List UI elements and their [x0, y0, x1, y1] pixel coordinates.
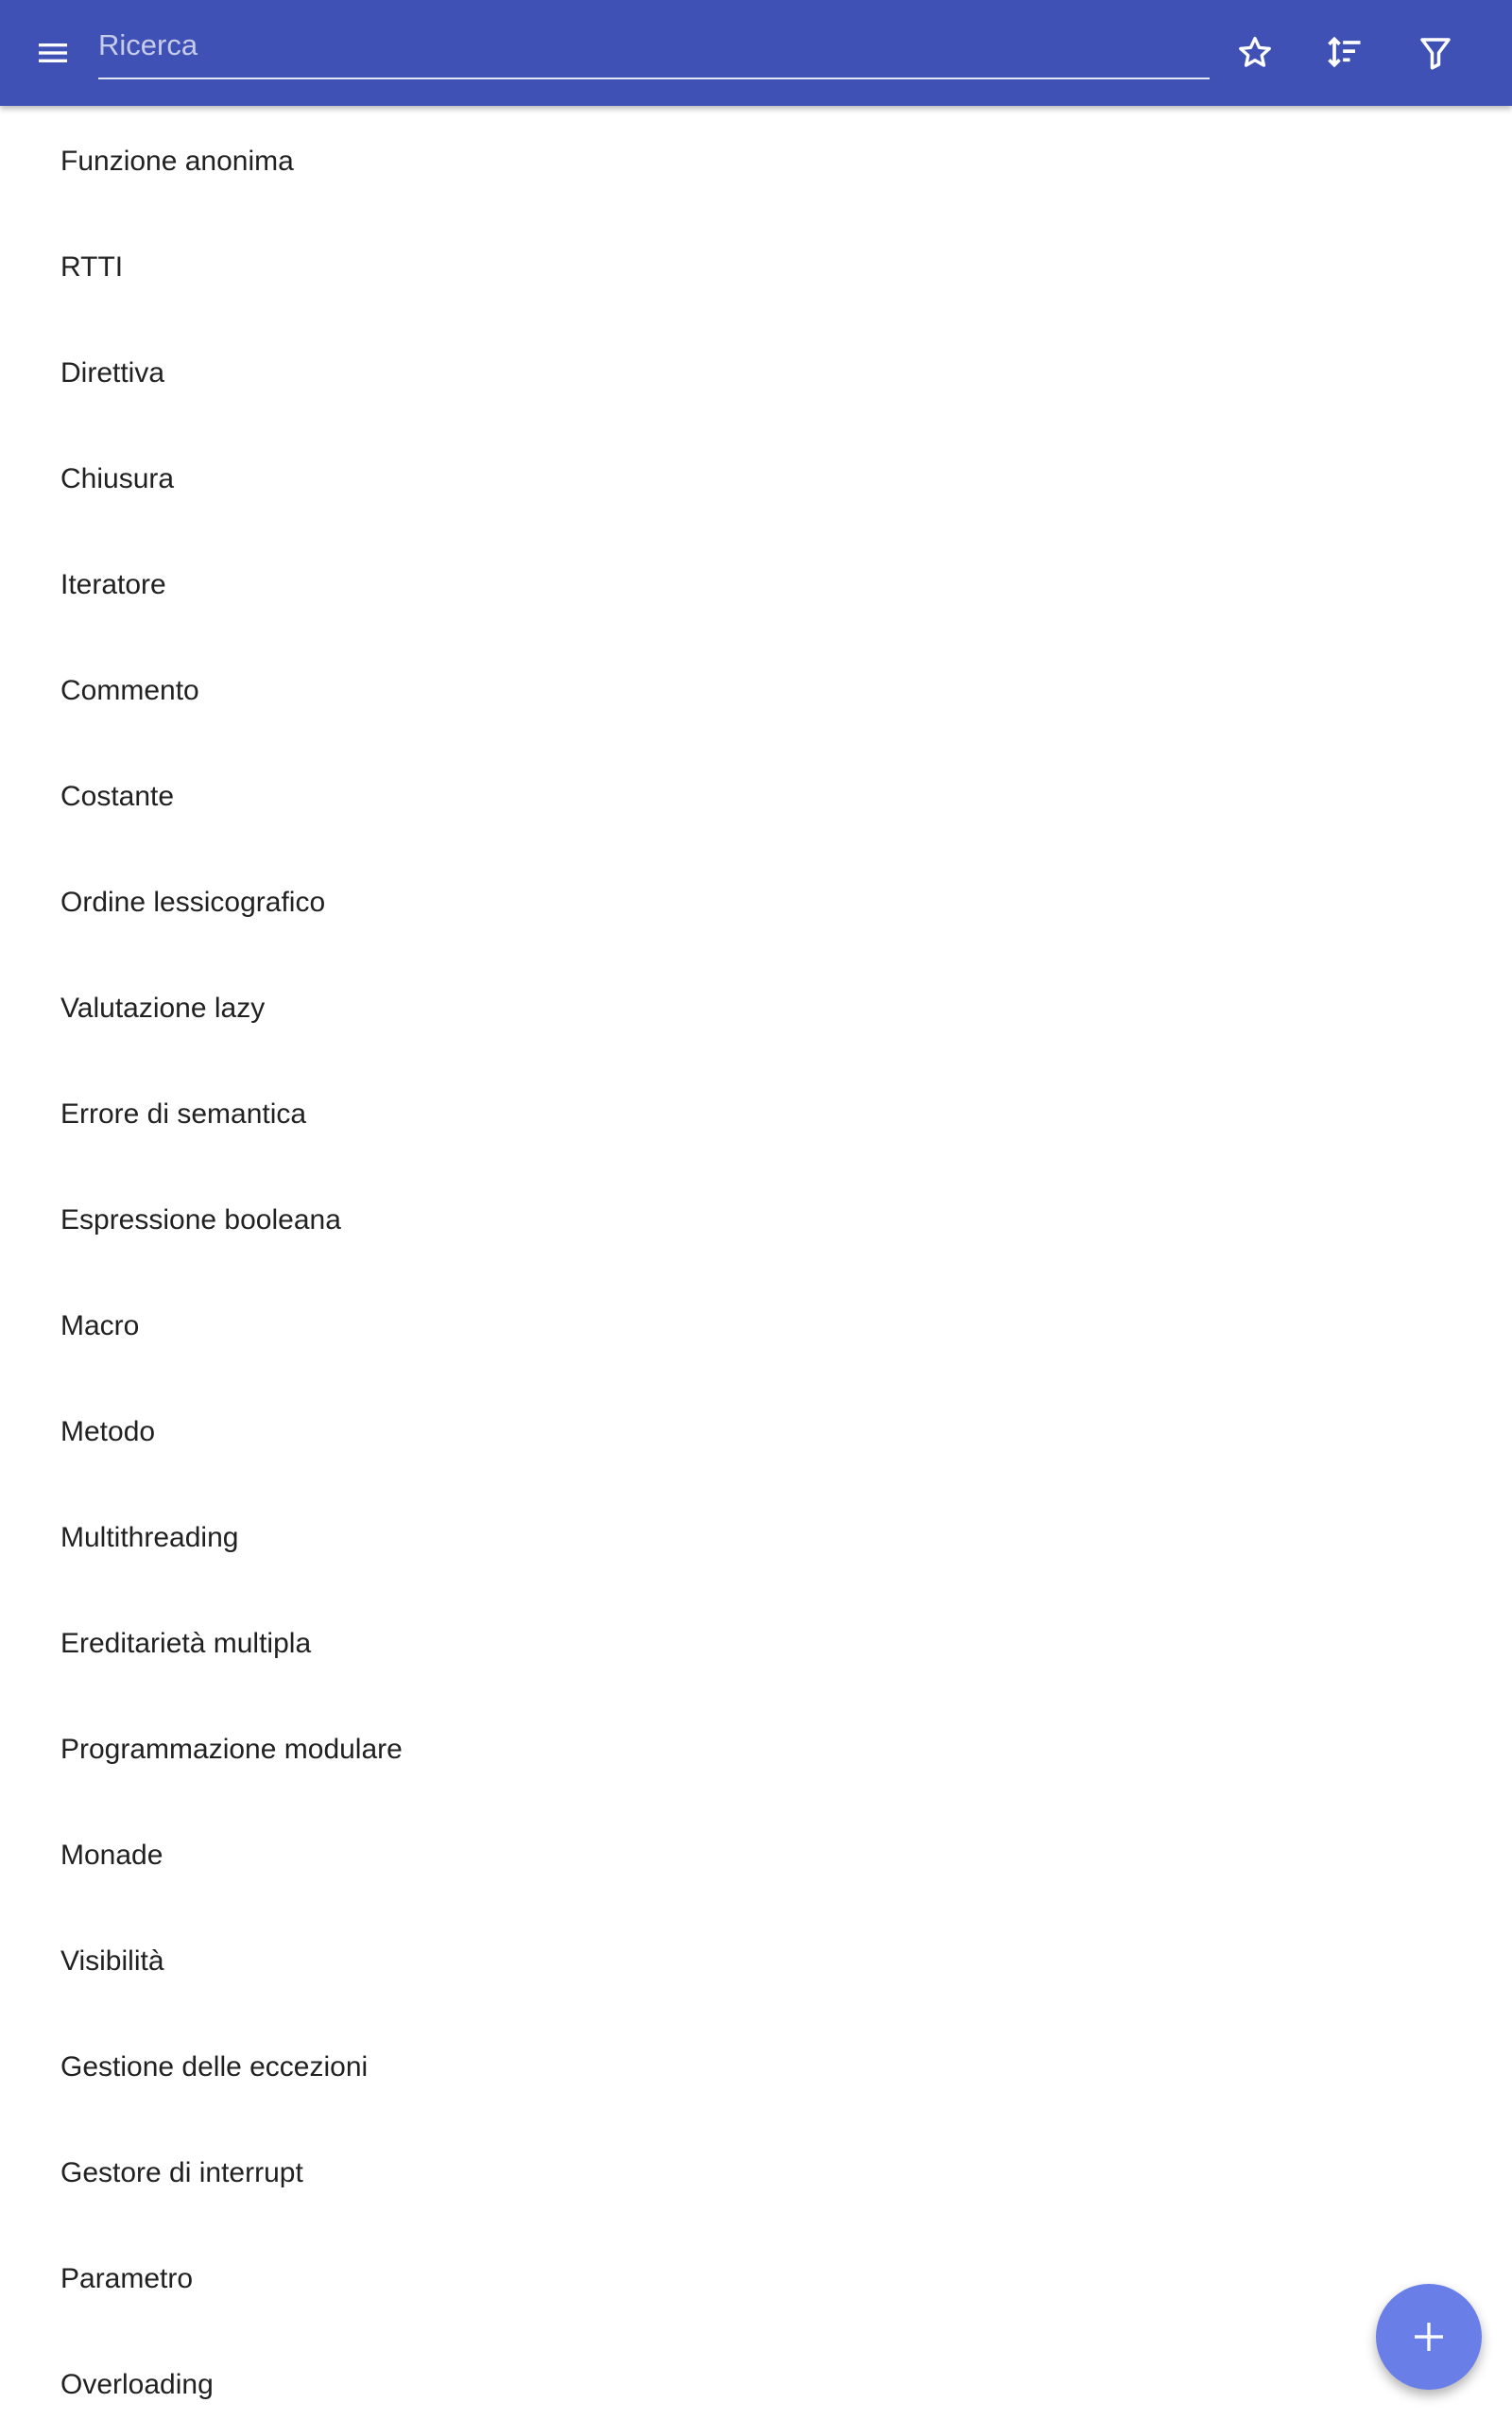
list-item-label: Ereditarietà multipla: [60, 1628, 312, 1659]
list-item-label: Commento: [60, 675, 199, 706]
list-item[interactable]: [0, 1800, 1512, 1906]
list-item-label: Visibilità: [60, 1945, 164, 1977]
list-item-label: Macro: [60, 1310, 140, 1341]
list-item-label: Funzione anonima: [60, 146, 294, 177]
list-item[interactable]: [0, 1376, 1512, 1482]
list-item[interactable]: [0, 2118, 1512, 2223]
sort-button[interactable]: [1314, 23, 1375, 83]
list-item[interactable]: [0, 2012, 1512, 2118]
list-item[interactable]: [0, 1059, 1512, 1165]
list-item[interactable]: [0, 1165, 1512, 1270]
list-item-label: Parametro: [60, 2263, 194, 2294]
list-item[interactable]: [0, 424, 1512, 529]
list-item-label: Errore di semantica: [60, 1098, 307, 1130]
list-item-label: Programmazione modulare: [60, 1734, 403, 1765]
list-item-label: Iteratore: [60, 569, 166, 600]
list-item[interactable]: [0, 2329, 1512, 2420]
list-item[interactable]: [0, 1482, 1512, 1588]
list-item[interactable]: [0, 1906, 1512, 2012]
list-item-label: Multithreading: [60, 1522, 239, 1553]
filter-button[interactable]: [1405, 23, 1466, 83]
list-item-label: Costante: [60, 781, 175, 812]
favorites-button[interactable]: [1225, 23, 1285, 83]
list-item[interactable]: [0, 741, 1512, 847]
plus-icon: [1410, 2318, 1448, 2356]
term-list: [0, 106, 1512, 2420]
hamburger-menu-icon: [34, 34, 72, 72]
list-item-label: Gestore di interrupt: [60, 2157, 303, 2188]
list-item-label: Metodo: [60, 1416, 156, 1447]
list-item-label: Direttiva: [60, 357, 165, 389]
search-input[interactable]: [98, 19, 1210, 72]
list-item[interactable]: [0, 847, 1512, 953]
list-item[interactable]: [0, 2223, 1512, 2329]
filter-icon: [1416, 33, 1455, 73]
list-item-label: Valutazione lazy: [60, 993, 266, 1024]
app-bar: [0, 0, 1512, 106]
list-item[interactable]: [0, 1270, 1512, 1376]
list-item-label: RTTI: [60, 251, 124, 283]
star-outline-icon: [1235, 33, 1275, 73]
list-item[interactable]: [0, 529, 1512, 635]
sort-icon: [1324, 32, 1366, 74]
add-button[interactable]: [1376, 2284, 1482, 2390]
list-item[interactable]: [0, 1694, 1512, 1800]
list-item[interactable]: [0, 953, 1512, 1059]
list-item[interactable]: [0, 635, 1512, 741]
list-item[interactable]: [0, 212, 1512, 318]
search-field: [98, 19, 1210, 79]
list-item-label: Gestione delle eccezioni: [60, 2051, 369, 2083]
list-item[interactable]: [0, 106, 1512, 212]
list-item[interactable]: [0, 1588, 1512, 1694]
list-item[interactable]: [0, 318, 1512, 424]
menu-button[interactable]: [23, 23, 83, 83]
list-item-label: Monade: [60, 1840, 163, 1871]
list-item-label: Chiusura: [60, 463, 175, 494]
list-item-label: Espressione booleana: [60, 1204, 341, 1236]
list-item-label: Ordine lessicografico: [60, 887, 326, 918]
list-item-label: Overloading: [60, 2369, 214, 2400]
